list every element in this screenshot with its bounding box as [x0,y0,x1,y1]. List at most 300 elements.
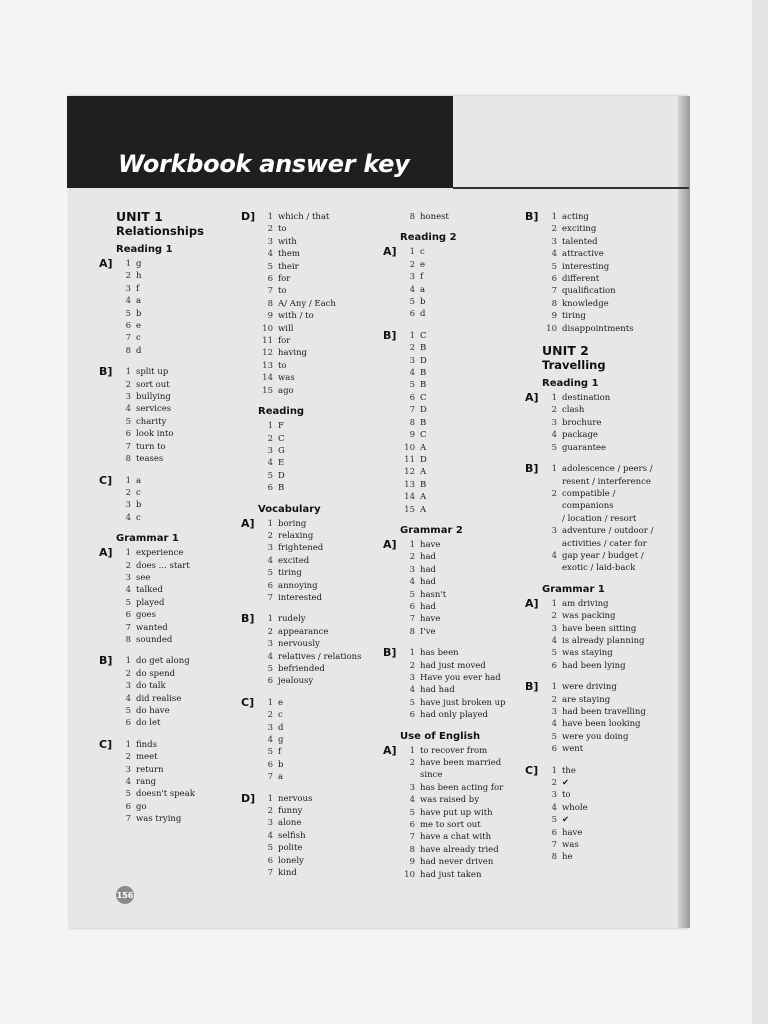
answer-row [542,500,672,512]
answer-row [542,323,672,335]
answer-number: 7 [267,868,273,879]
answer-text: C [420,330,427,341]
answer-text: with [278,236,297,247]
answer-row [258,457,383,469]
answer-text: was staying [562,648,613,659]
answer-text: compatible / [562,488,616,499]
answer-number: 3 [125,764,131,775]
answer-row [400,330,518,342]
answer-text: c [136,512,141,523]
answer-number: 8 [409,844,415,855]
answer-number: 3 [267,639,273,650]
answer-row [116,622,234,634]
answer-row [258,261,383,273]
answer-row [400,856,518,868]
exercise-letter: A] [383,245,397,259]
answer-row [542,248,672,260]
answer-text: kind [278,868,297,879]
answer-row [116,453,234,465]
answer-row [258,855,383,867]
answer-text: to [562,790,571,801]
answer-text: charity [136,416,167,427]
answer-text: selfish [278,830,306,841]
answer-number: 5 [551,731,557,742]
answer-number [542,513,557,525]
answer-row [542,851,672,863]
answer-number: 4 [551,249,557,260]
answer-number: 2 [125,668,131,679]
answer-number: 1 [551,212,557,222]
answer-row [542,839,672,851]
page-title: Workbook answer key [118,150,410,178]
answer-text: different [562,274,600,285]
answer-row [400,551,518,563]
answer-number: 2 [409,259,415,270]
answer-number: 1 [125,548,131,559]
answer-text: had never driven [420,857,494,868]
answer-text: excited [278,555,310,566]
answer-number: 10 [546,323,557,334]
answer-row [258,335,383,347]
answer-text: package [562,430,598,441]
answer-text: do have [136,706,170,716]
answer-number: 5 [267,747,273,758]
answer-group [525,596,672,672]
answer-row [258,555,383,567]
answer-row [258,298,383,310]
answer-row [116,693,234,705]
answer-row [542,789,672,801]
answer-row [116,332,234,344]
answer-row [116,391,234,403]
answer-text: interested [278,592,322,603]
exercise-letter: B] [99,365,113,379]
answer-text: rudely [278,614,306,625]
answer-row [542,706,672,718]
answer-text: f [136,283,140,294]
page-number-badge: 156 [116,886,134,904]
section-heading: Reading 1 [116,244,173,255]
exercise-letter: C] [99,473,113,487]
answer-text: attractive [562,249,604,260]
answer-text: am driving [562,598,609,609]
exercise-letter: D] [241,791,256,805]
answer-text: c [278,710,283,721]
answer-row [258,626,383,638]
answer-row [542,261,672,273]
answer-row [258,709,383,721]
answer-row [542,598,672,610]
answer-row [400,647,518,659]
answer-number: 4 [409,368,415,379]
answer-number: 6 [125,610,131,621]
answer-number: 9 [409,857,415,868]
answer-number: 4 [409,577,415,588]
answer-text: B [420,479,427,490]
answer-row [542,562,672,574]
answer-text: have been sitting [562,623,637,634]
answer-text: are staying [562,694,611,705]
answer-number: 1 [267,518,273,529]
answer-row [116,270,234,282]
answer-text: does ... start [136,560,190,571]
answer-row [400,589,518,601]
answer-text: A [420,467,427,478]
answer-text: honest [420,212,449,222]
exercise-letter: C] [241,695,255,709]
answer-text: me to sort out [420,820,481,831]
answer-number: 5 [551,815,557,826]
answer-group [525,680,672,755]
answer-number: 5 [267,664,273,674]
answer-number: 5 [409,380,415,391]
answer-text: D [278,470,285,481]
answer-group [241,516,383,605]
answer-group [525,462,672,575]
answer-text: will [278,323,294,334]
answer-number: 3 [409,673,415,683]
answer-row [542,681,672,693]
answer-row [400,660,518,672]
answer-row [116,739,234,751]
answer-row [258,651,383,663]
answer-text: frightened [278,543,324,554]
answer-number: 3 [125,283,131,294]
answer-row [542,236,672,248]
answer-number: 8 [125,345,131,356]
answer-text: talented [562,236,598,247]
answer-text: did realise [136,693,182,704]
answer-text: exciting [562,224,597,235]
answer-text: them [278,249,300,260]
answer-row [116,366,234,378]
answer-row [258,734,383,746]
answer-number: 4 [125,296,131,307]
answer-row [258,530,383,542]
answer-row [542,777,672,789]
answer-text: c [136,333,141,344]
answer-row [116,764,234,776]
answer-number: 2 [125,560,131,571]
answer-number: 8 [409,417,415,428]
answer-group [99,473,234,525]
answer-number: 2 [267,433,273,444]
answer-row [116,499,234,511]
answer-text: had been travelling [562,707,646,717]
answer-row [258,697,383,709]
answer-row [542,827,672,839]
answer-number: 4 [409,685,415,696]
answer-number: 5 [267,843,273,854]
answer-number: 6 [267,274,273,285]
answer-number: 4 [267,651,273,662]
answer-row [542,802,672,814]
answer-text: do spend [136,668,176,679]
answer-number: 4 [267,830,273,841]
answer-text: G [278,445,285,456]
answer-number: 1 [267,793,273,804]
answer-text: talked [136,585,163,596]
answer-text: lonely [278,855,304,866]
answer-number: 2 [551,694,557,705]
answer-number: 5 [125,416,131,427]
answer-text: played [136,597,165,608]
answer-number: 7 [267,772,273,783]
answer-number: 6 [125,429,131,440]
answer-group [99,654,234,729]
answer-row [116,428,234,440]
answer-text: went [562,744,584,755]
answer-text: have [420,539,441,550]
answer-number: 5 [551,442,557,453]
answer-row [258,285,383,297]
answer-text: boring [278,518,307,529]
answer-number: 2 [409,552,415,563]
answer-number: 1 [267,421,273,432]
answer-number: 7 [125,622,131,633]
answer-number: 6 [409,601,415,612]
answer-row [116,609,234,621]
answer-row [400,684,518,696]
answer-text: experience [136,548,184,559]
answer-text: had only played [420,710,488,721]
answer-number: 11 [262,336,273,347]
answer-text: Have you ever had [420,673,501,683]
answer-text: have [420,614,441,625]
answer-row [116,283,234,295]
answer-number: 10 [262,323,273,334]
answer-row [258,211,383,223]
answer-number: 14 [404,492,415,503]
answer-number: 3 [409,564,415,575]
answer-number: 14 [262,373,273,384]
answer-row [116,295,234,307]
answer-number: 9 [267,311,273,322]
answer-number: 4 [551,430,557,441]
answer-number: 1 [267,614,273,625]
answer-row [116,572,234,584]
answer-number: 4 [125,777,131,788]
answer-row [116,668,234,680]
answer-group [400,211,518,223]
answer-text: ✔ [562,815,570,826]
answer-text: B [420,417,427,428]
answer-row [542,765,672,777]
answer-number: 7 [267,592,273,603]
exercise-letter: A] [525,596,539,610]
answer-number: 1 [125,739,131,750]
answer-row [400,697,518,709]
answer-row [400,404,518,416]
answer-row [542,310,672,322]
answer-text: go [136,801,147,812]
answer-text: finds [136,739,157,750]
answer-row [116,441,234,453]
answer-text: b [278,759,284,770]
answer-row [116,813,234,825]
answer-text: D [420,355,427,366]
answer-text: teases [136,454,164,465]
answer-number: 5 [267,470,273,481]
answer-number: 5 [125,706,131,716]
answer-text: have put up with [420,807,493,818]
exercise-letter: A] [241,516,255,530]
answer-row [116,379,234,391]
answer-text: e [278,697,284,708]
answer-text: had [420,601,436,612]
answer-text: whole [562,802,588,813]
answer-number: 3 [409,782,415,793]
answer-number: 5 [125,789,131,800]
section-heading: Use of English [400,730,481,742]
answer-number: 5 [267,261,273,272]
answer-text: a [278,772,284,783]
answer-text: activities / cater for [562,538,647,549]
answer-text: wanted [136,622,168,633]
answer-row [258,771,383,783]
answer-group [525,391,672,454]
answer-text: was trying [136,814,182,825]
answer-text: tiring [562,311,586,322]
answer-text: resent / interference [562,476,651,487]
answer-row [400,757,518,769]
answer-number: 6 [267,855,273,866]
answer-text: to [278,360,287,371]
answer-row [542,223,672,235]
answer-text: C [278,433,285,444]
answer-row [258,347,383,359]
answer-number: 1 [409,247,415,258]
answer-row [116,717,234,729]
answer-text: do get along [136,656,190,667]
answer-text: have a chat with [420,832,492,843]
answer-number: 4 [267,458,273,469]
answer-number: 5 [267,568,273,579]
answer-number: 7 [551,286,557,297]
answer-text: qualification [562,286,616,297]
answer-number: 1 [267,212,273,222]
answer-row [116,475,234,487]
answer-row [542,550,672,562]
answer-row [258,613,383,625]
answer-number: 4 [409,795,415,806]
answer-text: has been [420,648,459,659]
answer-text: see [136,572,151,583]
answer-number: 8 [551,852,557,863]
answer-number: 4 [267,735,273,746]
answer-row [258,310,383,322]
answer-row [116,308,234,320]
unit-title: UNIT 1 [116,209,163,224]
answer-number: 2 [551,778,557,789]
answer-text: B [278,483,285,494]
answer-row [400,564,518,576]
answer-number: 8 [409,626,415,637]
answer-row [542,731,672,743]
answer-text: b [420,297,426,308]
answer-row [400,626,518,638]
answer-row [258,470,383,482]
answer-number: 4 [267,249,273,260]
answer-text: have been married [420,758,502,769]
answer-text: return [136,764,164,775]
answer-row [542,635,672,647]
answer-text: nervously [278,639,320,650]
answer-row [258,867,383,879]
answer-column-2 [241,210,383,889]
answer-number: 3 [267,236,273,247]
answer-number: 2 [267,224,273,235]
answer-number: 3 [551,707,557,717]
exercise-letter: A] [383,537,397,551]
answer-number: 8 [409,212,415,222]
answer-text: guarantee [562,442,607,453]
answer-row [400,491,518,503]
answer-text: befriended [278,664,325,674]
answer-text: is already planning [562,635,645,646]
answer-number: 3 [409,272,415,283]
answer-row [542,814,672,826]
answer-number [542,476,557,488]
answer-number [542,562,557,574]
answer-row [542,610,672,622]
answer-row [542,392,672,404]
answer-row [258,567,383,579]
answer-row [258,542,383,554]
answer-row [400,672,518,684]
answer-number: 12 [262,348,273,359]
answer-text: were driving [562,682,617,693]
answer-number: 2 [125,379,131,390]
answer-number: 6 [267,580,273,591]
answer-number: 13 [262,360,273,371]
section-heading: Vocabulary [258,503,321,515]
answer-text: since [420,770,443,781]
answer-row [400,211,518,223]
answer-number: 2 [125,271,131,282]
answer-group [99,737,234,826]
answer-text: was packing [562,611,616,622]
section-heading: Reading [258,406,305,418]
section-heading: Grammar 1 [116,533,179,545]
answer-row [258,372,383,384]
answer-number: 2 [551,405,557,416]
answer-text: had [420,577,436,588]
answer-row [400,504,518,516]
answer-row [542,513,672,525]
answer-row [258,248,383,260]
answer-row [258,759,383,771]
answer-row [400,367,518,379]
answer-row [542,660,672,672]
answer-row [258,482,383,494]
section-heading: Grammar 1 [542,583,605,595]
answer-text: E [278,458,285,469]
answer-text: was [562,840,579,851]
answer-text: adventure / outdoor / [562,526,654,537]
answer-row [400,782,518,794]
answer-text: relatives / relations [278,651,362,662]
answer-row [258,518,383,530]
answer-number: 8 [267,298,273,309]
answer-group [99,365,234,465]
answer-number: 5 [409,589,415,600]
unit-title: UNIT 2 [542,343,589,359]
answer-number: 2 [409,758,415,769]
answer-text: clash [562,405,585,416]
unit-name: Travelling [542,358,606,373]
answer-row [542,525,672,537]
